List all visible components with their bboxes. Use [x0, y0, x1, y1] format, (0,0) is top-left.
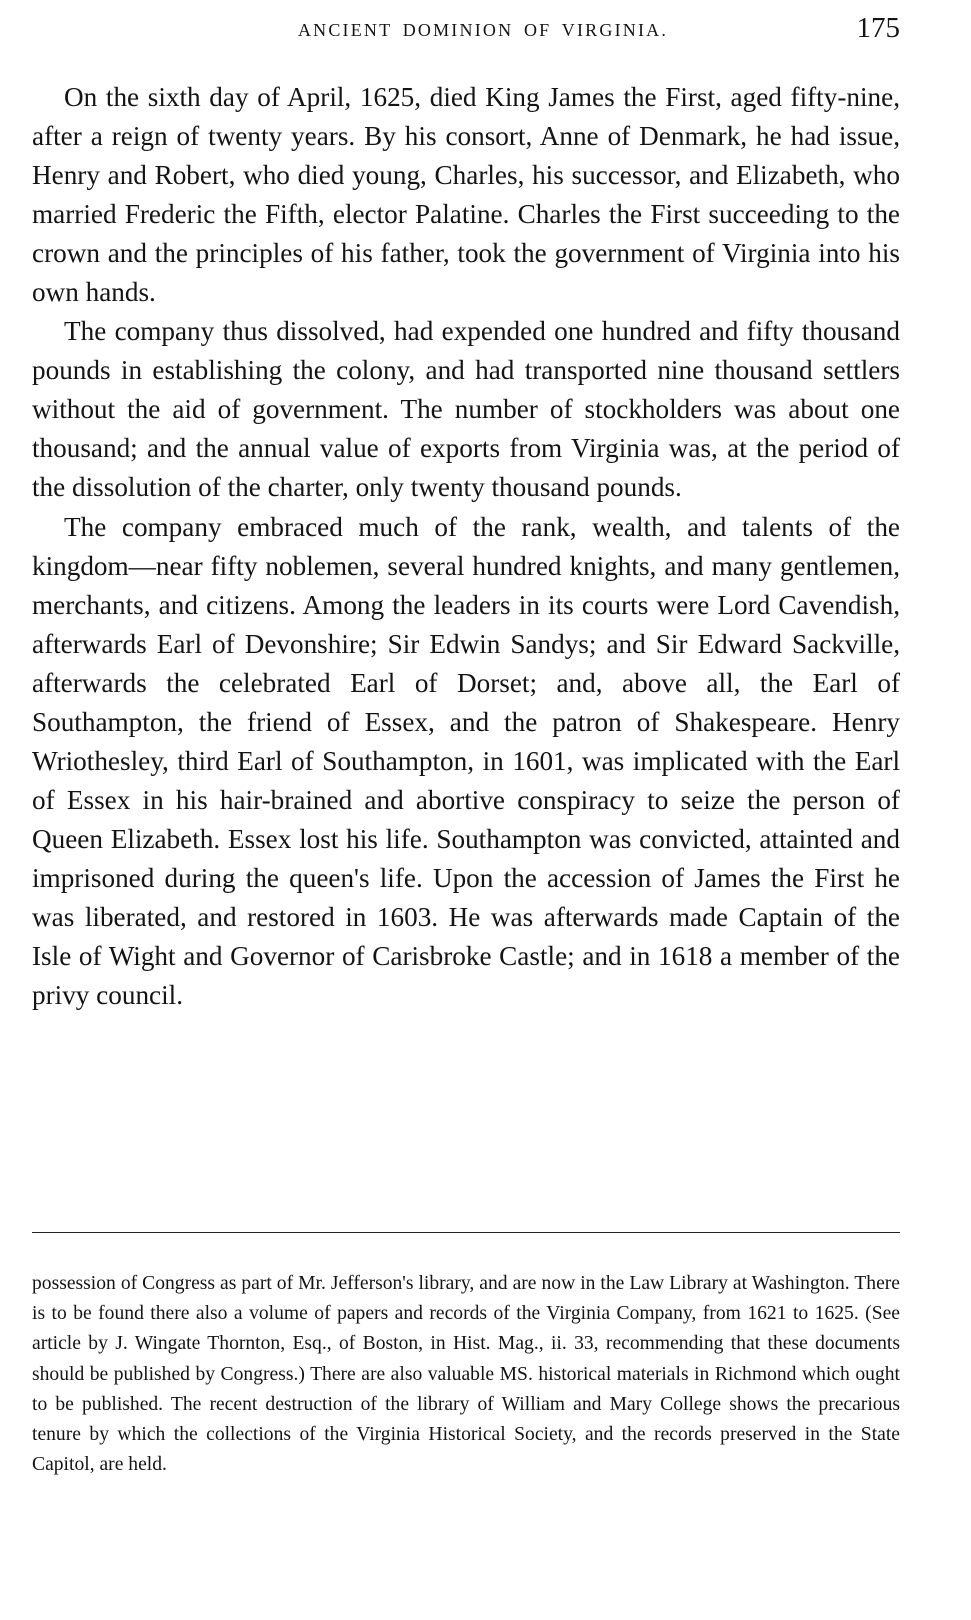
page-number: 175: [856, 12, 900, 44]
running-title: ANCIENT DOMINION OF VIRGINIA.: [297, 20, 669, 40]
paragraph-company-dissolved: The company thus dissolved, had expended one hundred and fifty thousand pounds in establishing the colony, and had transported nine thousand settlers without the aid of government. The number of stockholders was about one thousand; and the annual value of exports from Virginia was, at the period of the dissolution of the charter, only twenty thousand pounds.: [32, 316, 900, 503]
paragraph-king-james: On the sixth day of April, 1625, died King James the First, aged fifty-nine, after a reign of twenty years. By his consort, Anne of Denmark, he had issue, Henry and Robert, who died young, Charles, his successor, and Elizabeth, who married Frederic the Fifth, elector Palatine. Charles the First succeeding to the crown and the principles of his father, took the government of Virginia into his own hands.: [32, 82, 900, 308]
footnote-divider: [32, 1232, 900, 1233]
paragraph-company-members: The company embraced much of the rank, wealth, and talents of the kingdom—near fifty noblemen, several hundred knights, and many gentlemen, merchants, and citizens. Among the leaders in its courts were Lord Cavendish, afterwards Earl of Devonshire; Sir Edwin Sandys; and Sir Edward Sackville, afterwards the celebrated Earl of Dorset; and, above all, the Earl of Southampton, the friend of Essex, and the patron of Shakespeare. Henry Wriothesley, third Earl of Southampton, in 1601, was implicated with the Earl of Essex in his hair-brained and abortive conspiracy to seize the person of Queen Elizabeth. Essex lost his life. Southampton was convicted, attainted and imprisoned during the queen's life. Upon the accession of James the First he was liberated, and restored in 1603. He was afterwards made Captain of the Isle of Wight and Governor of Carisbroke Castle; and in 1618 a member of the privy council.: [32, 511, 900, 1011]
main-text: [32, 78, 900, 1015]
running-head: [30, 12, 900, 52]
footnote-text: possession of Congress as part of Mr. Jefferson's library, and are now in the Law Library at Washington. There is to be found there also a volume of papers and records of the Virginia Company, from 1621 to 1625. (See article by J. Wingate Thornton, Esq., of Boston, in Hist. Mag., ii. 33, recommending that these documents should be published by Congress.) There are also valuable MS. historical materials in Richmond which ought to be published. The recent destruction of the library of William and Mary College shows the precarious tenure by which the collections of the Virginia Historical Society, and the records preserved in the State Capitol, are held.: [32, 1273, 900, 1476]
footnote: [32, 1269, 900, 1480]
